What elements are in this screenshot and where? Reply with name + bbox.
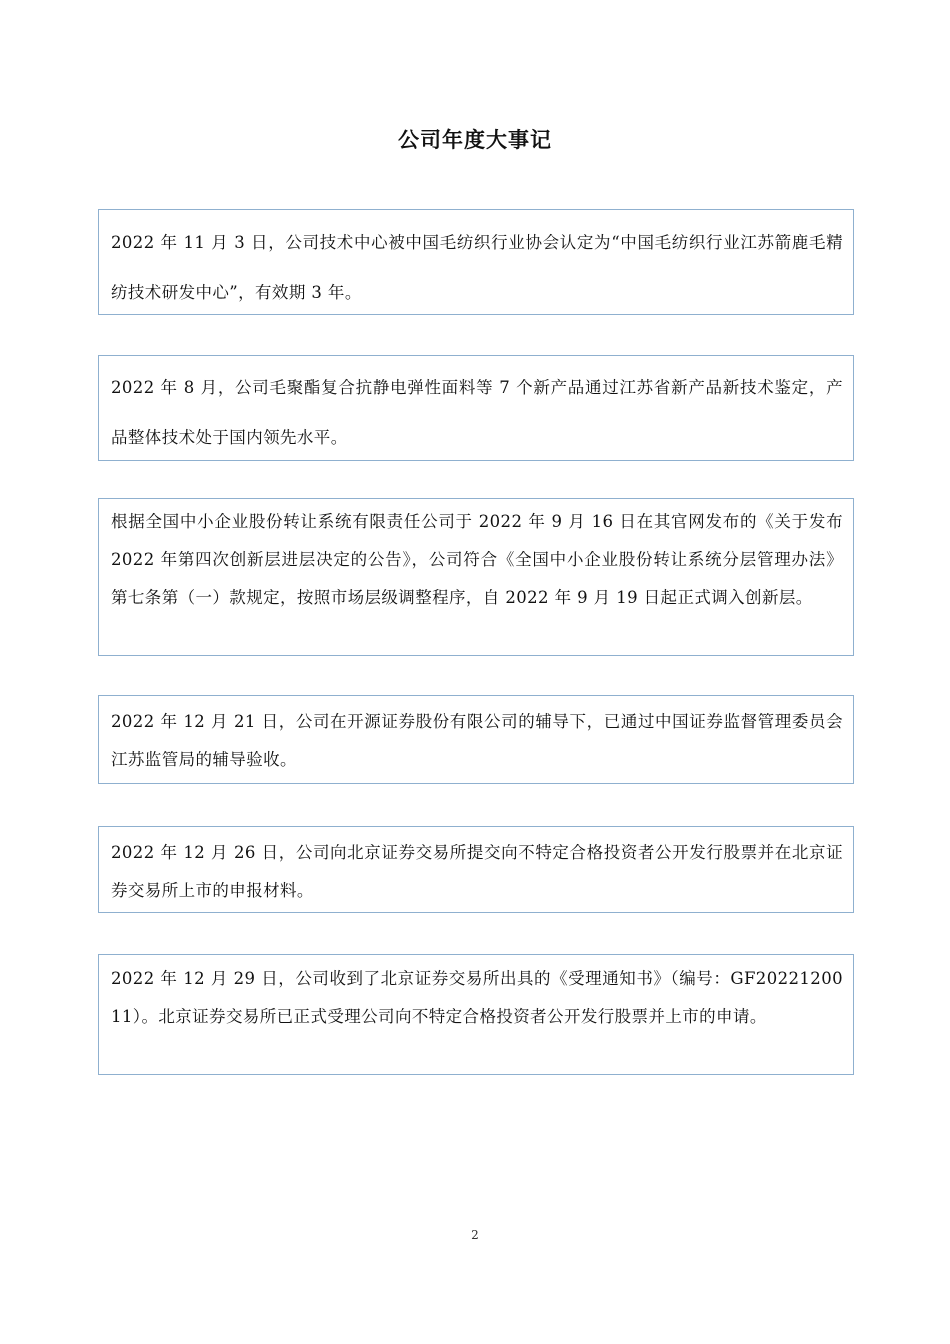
event-box (98, 355, 854, 461)
event-box (98, 826, 854, 913)
event-box (98, 209, 854, 315)
event-text: 2022 年 12 月 26 日，公司向北京证券交易所提交向不特定合格投资者公开发行股票并在北京证券交易所上市的申报材料。 (111, 843, 843, 900)
event-text: 2022 年 12 月 21 日，公司在开源证券股份有限公司的辅导下，已通过中国证券监督管理委员会江苏监管局的辅导验收。 (111, 712, 843, 769)
event-text: 2022 年 12 月 29 日，公司收到了北京证券交易所出具的《受理通知书》（编号：GF2022120011）。北京证券交易所已正式受理公司向不特定合格投资者公开发行股票并上市的申请。 (111, 969, 843, 1026)
page-number: 2 (471, 1228, 479, 1242)
event-text: 2022 年 8 月，公司毛聚酯复合抗静电弹性面料等 7 个新产品通过江苏省新产品新技术鉴定，产品整体技术处于国内领先水平。 (111, 378, 843, 447)
page-title: 公司年度大事记 (398, 128, 552, 152)
event-text: 2022 年 11 月 3 日，公司技术中心被中国毛纺织行业协会认定为“中国毛纺织行业江苏箭鹿毛精纺技术研发中心”，有效期 3 年。 (111, 233, 843, 302)
event-text: 根据全国中小企业股份转让系统有限责任公司于 2022 年 9 月 16 日在其官网发布的《关于发布 2022 年第四次创新层进层决定的公告》，公司符合《全国中小企业股份转让系统分层管理办法》第七条第（一）款规定，按照市场层级调整程序，自 2022 年 9 月 19 日起正式调入创新层。 (111, 512, 843, 607)
event-box (98, 954, 854, 1075)
event-box (98, 695, 854, 784)
event-box (98, 498, 854, 656)
